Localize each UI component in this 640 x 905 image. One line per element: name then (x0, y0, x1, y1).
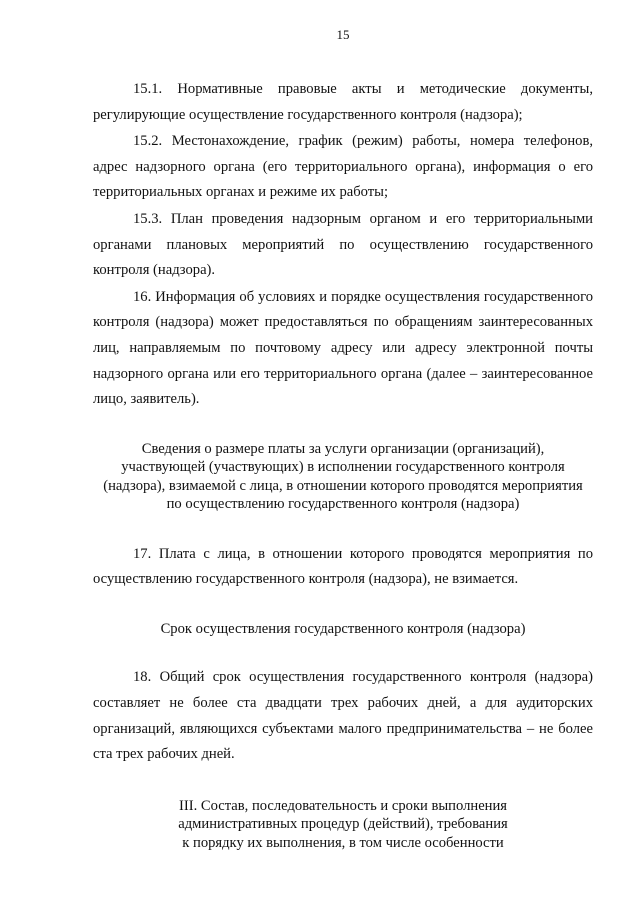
heading-line: (надзора), взимаемой с лица, в отношении которого проводятся мероприятия (103, 477, 583, 494)
heading-line: Сведения о размере платы за услуги организации (организаций), (141, 440, 545, 457)
paragraph-15-1: 15.1. Нормативные правовые акты и методические документы, регулирующие осуществление государственного контроля (надзора); (93, 81, 593, 123)
heading-line: по осуществлению государственного контроля (надзора) (166, 496, 520, 513)
paragraph-17: 17. Плата с лица, в отношении которого проводятся мероприятия по осуществлению государственного контроля (надзора), не взимается. (93, 545, 593, 588)
page-number: 15 (336, 27, 350, 42)
paragraph-15-3: 15.3. План проведения надзорным органом и его территориальными органами плановых мероприятий по осуществлению государственного контроля (надзора). (93, 210, 593, 279)
section-heading-fee (93, 440, 593, 514)
heading-line: участвующей (участвующих) в исполнении государственного контроля (121, 459, 565, 476)
section-heading-term (93, 620, 593, 639)
heading-line: к порядку их выполнения, в том числе особенности (182, 834, 504, 851)
section-heading-3 (93, 797, 593, 853)
heading-line: Срок осуществления государственного контроля (надзора) (160, 620, 526, 637)
paragraph-18: 18. Общий срок осуществления государственного контроля (надзора) составляет не более ста двадцати трех рабочих дней, а для аудиторских организаций, являющихся субъектами малого предпринимательства – не более ста трех рабочих дней. (93, 669, 593, 763)
heading-line: административных процедур (действий), требования (178, 816, 508, 833)
paragraph-16: 16. Информация об условиях и порядке осуществления государственного контроля (надзора) может предоставляться по обращениям заинтересованных лиц, направляемым по почтовому адресу или адресу электронной почты надзорного органа или его территориального органа (далее – заинтересованное лицо, заявитель). (93, 288, 593, 408)
heading-line: III. Состав, последовательность и сроки выполнения (178, 797, 508, 814)
paragraph-15-2: 15.2. Местонахождение, график (режим) работы, номера телефонов, адрес надзорного органа (его территориального органа), информация о его территориальных органах и режиме их работы; (93, 133, 593, 201)
